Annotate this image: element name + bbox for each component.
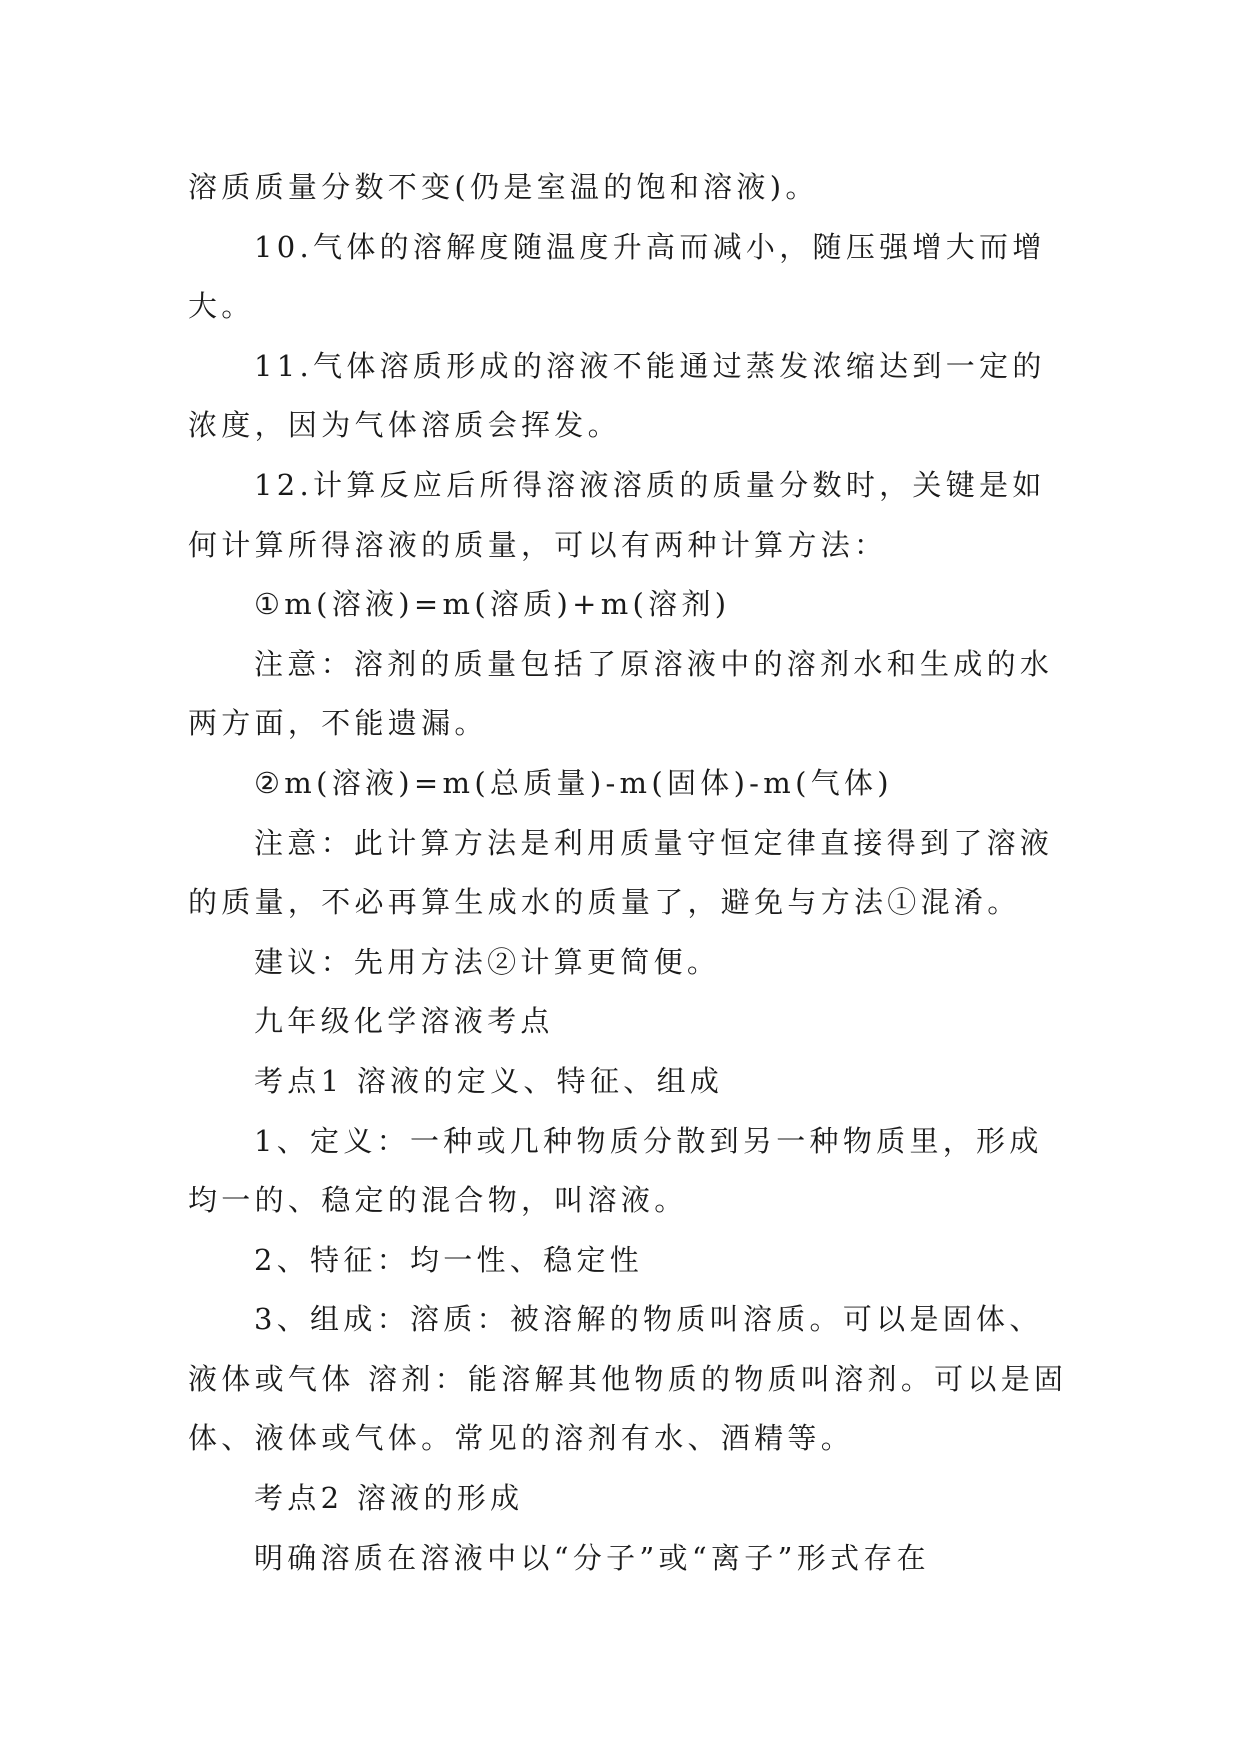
formula-method-1: ①m(溶液)=m(溶质)+m(溶剂) bbox=[254, 587, 731, 622]
paragraph-item-11: 11.气体溶质形成的溶液不能通过蒸发浓缩达到一定的浓度，因为气体溶质会挥发。 bbox=[188, 348, 1046, 443]
suggestion: 建议：先用方法②计算更简便。 bbox=[254, 944, 721, 979]
definition-paragraph: 1、定义：一种或几种物质分散到另一种物质里，形成均一的、稳定的混合物，叫溶液。 bbox=[188, 1123, 1043, 1218]
note-method-1: 注意：溶剂的质量包括了原溶液中的溶剂水和生成的水两方面，不能遗漏。 bbox=[188, 646, 1054, 741]
topic-2-heading: 考点2 溶液的形成 bbox=[254, 1481, 524, 1516]
paragraph-item-10: 10.气体的溶解度随温度升高而减小，随压强增大而增大。 bbox=[188, 229, 1046, 324]
formation-paragraph: 明确溶质在溶液中以“分子”或“离子”形式存在 bbox=[254, 1540, 930, 1575]
formula-method-2: ②m(溶液)=m(总质量)-m(固体)-m(气体) bbox=[254, 765, 893, 800]
document-body bbox=[188, 158, 1068, 1588]
composition-paragraph: 3、组成：溶质：被溶解的物质叫溶质。可以是固体、液体或气体 溶剂：能溶解其他物质的物质叫溶剂。可以是固体、液体或气体。常见的溶剂有水、酒精等。 bbox=[188, 1302, 1068, 1456]
note-method-2: 注意：此计算方法是利用质量守恒定律直接得到了溶液的质量，不必再算生成水的质量了，避免与方法①混淆。 bbox=[188, 825, 1054, 920]
feature-paragraph: 2、特征：均一性、稳定性 bbox=[254, 1242, 644, 1277]
paragraph-item-12: 12.计算反应后所得溶液溶质的质量分数时，关键是如何计算所得溶液的质量，可以有两种计算方法： bbox=[188, 467, 1046, 562]
paragraph-continuation: 溶质质量分数不变(仍是室温的饱和溶液)。 bbox=[188, 170, 819, 204]
section-heading: 九年级化学溶液考点 bbox=[254, 1004, 554, 1039]
topic-1-heading: 考点1 溶液的定义、特征、组成 bbox=[254, 1063, 724, 1098]
